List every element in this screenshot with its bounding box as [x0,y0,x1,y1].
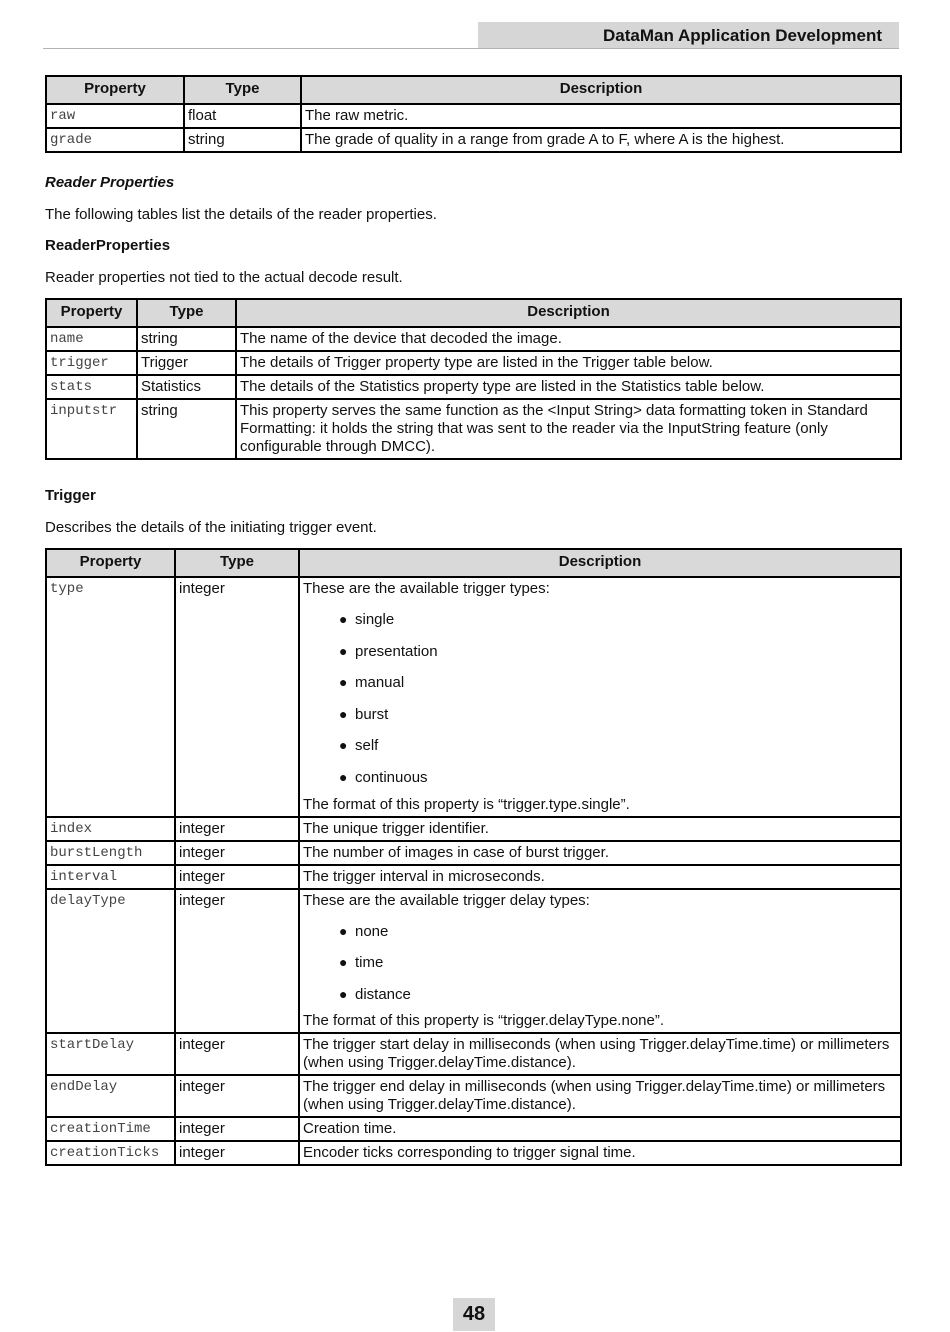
property-cell: startDelay [46,1033,175,1075]
description-cell: The trigger start delay in milliseconds (when using Trigger.delayTime.time) or millimeters (when using Trigger.delayTime.distance). [299,1033,901,1075]
description-cell: Creation time. [299,1117,901,1141]
table-header-row [46,299,901,327]
property-cell: endDelay [46,1075,175,1117]
type-cell: Trigger [137,351,236,375]
property-cell: burstLength [46,841,175,865]
table-row [46,817,901,841]
property-cell: index [46,817,175,841]
trigger-intro: Describes the details of the initiating trigger event. [45,519,377,536]
type-cell: integer [175,841,299,865]
list-item: ● self [303,730,897,762]
page-header-title: DataMan Application Development [478,22,899,49]
property-cell: creationTicks [46,1141,175,1165]
list-item: ● time [303,947,897,979]
bullet-icon: ● [339,768,348,785]
section-intro: The following tables list the details of the reader properties. [45,206,437,223]
property-cell: raw [46,104,184,128]
description-cell: Encoder ticks corresponding to trigger signal time. [299,1141,901,1165]
table-row [46,351,901,375]
column-header-description: Description [299,549,901,577]
type-cell: float [184,104,301,128]
column-header-type: Type [184,76,301,104]
table-row [46,104,901,128]
column-header-description: Description [236,299,901,327]
table-header-row [46,549,901,577]
description-cell: The unique trigger identifier. [299,817,901,841]
type-cell: integer [175,1141,299,1165]
section-heading-reader-properties: Reader Properties [45,174,175,191]
subsection-intro: Reader properties not tied to the actual decode result. [45,269,403,286]
subsection-heading-readerproperties: ReaderProperties [45,237,171,254]
bullet-icon: ● [339,705,348,722]
property-cell: type [46,577,175,817]
table-header-row [46,76,901,104]
property-cell: trigger [46,351,137,375]
table-row [46,128,901,152]
column-header-type: Type [175,549,299,577]
table-row [46,1033,901,1075]
table-row [46,1075,901,1117]
list-item: ● continuous [303,762,897,794]
column-header-property: Property [46,299,137,327]
trigger-types-format-note: The format of this property is “trigger.type.single”. [303,795,630,813]
description-cell: The details of the Statistics property type are listed in the Statistics table below. [236,375,901,399]
section-heading-trigger: Trigger [45,487,96,504]
table-row [46,841,901,865]
bullet-icon: ● [339,674,348,691]
type-cell: integer [175,865,299,889]
page-number: 48 [453,1298,495,1331]
property-cell: creationTime [46,1117,175,1141]
column-header-description: Description [301,76,901,104]
bullet-icon: ● [339,737,348,754]
description-cell: The number of images in case of burst trigger. [299,841,901,865]
type-cell: integer [175,817,299,841]
table-row [46,865,901,889]
type-cell: integer [175,1075,299,1117]
type-cell: integer [175,889,299,1034]
list-item: ● distance [303,979,897,1011]
type-cell: integer [175,1117,299,1141]
table-row [46,327,901,351]
table-row [46,399,901,459]
trigger-types-intro: These are the available trigger types: [303,580,550,597]
description-cell: The details of Trigger property type are listed in the Trigger table below. [236,351,901,375]
list-item: ● burst [303,699,897,731]
header-divider [43,48,899,49]
list-item: ● manual [303,667,897,699]
table-row [46,577,901,817]
description-cell: This property serves the same function as the <Input String> data formatting token in Standard Formatting: it holds the string that was sent to the reader via the InputString feature (only configurable through DMCC). [236,399,901,459]
property-cell: inputstr [46,399,137,459]
table-row [46,1117,901,1141]
type-cell: string [137,399,236,459]
list-item: ● single [303,604,897,636]
description-cell: The raw metric. [301,104,901,128]
column-header-property: Property [46,76,184,104]
bullet-icon: ● [339,642,348,659]
metric-properties-table [45,75,902,153]
bullet-icon: ● [339,922,348,939]
property-cell: stats [46,375,137,399]
description-cell: The trigger end delay in milliseconds (when using Trigger.delayTime.time) or millimeters (when using Trigger.delayTime.distance). [299,1075,901,1117]
description-cell: The grade of quality in a range from grade A to F, where A is the highest. [301,128,901,152]
description-cell: The name of the device that decoded the image. [236,327,901,351]
reader-properties-table [45,298,902,460]
type-cell: integer [175,577,299,817]
list-item: ● none [303,916,897,948]
list-item: ● presentation [303,636,897,668]
property-cell: name [46,327,137,351]
bullet-icon: ● [339,954,348,971]
bullet-icon: ● [339,611,348,627]
column-header-property: Property [46,549,175,577]
type-cell: string [184,128,301,152]
property-cell: interval [46,865,175,889]
type-cell: integer [175,1033,299,1075]
description-cell: The trigger interval in microseconds. [299,865,901,889]
property-cell: delayType [46,889,175,1034]
column-header-type: Type [137,299,236,327]
description-cell [299,889,901,1034]
trigger-types-list [303,604,897,794]
table-row [46,1141,901,1165]
trigger-properties-table [45,548,902,1166]
bullet-icon: ● [339,985,348,1002]
description-cell [299,577,901,817]
delay-types-list [303,916,897,1011]
table-row [46,889,901,1034]
type-cell: string [137,327,236,351]
property-cell: grade [46,128,184,152]
table-row [46,375,901,399]
delay-types-format-note: The format of this property is “trigger.delayType.none”. [303,1012,665,1030]
type-cell: Statistics [137,375,236,399]
delay-types-intro: These are the available trigger delay types: [303,891,590,909]
